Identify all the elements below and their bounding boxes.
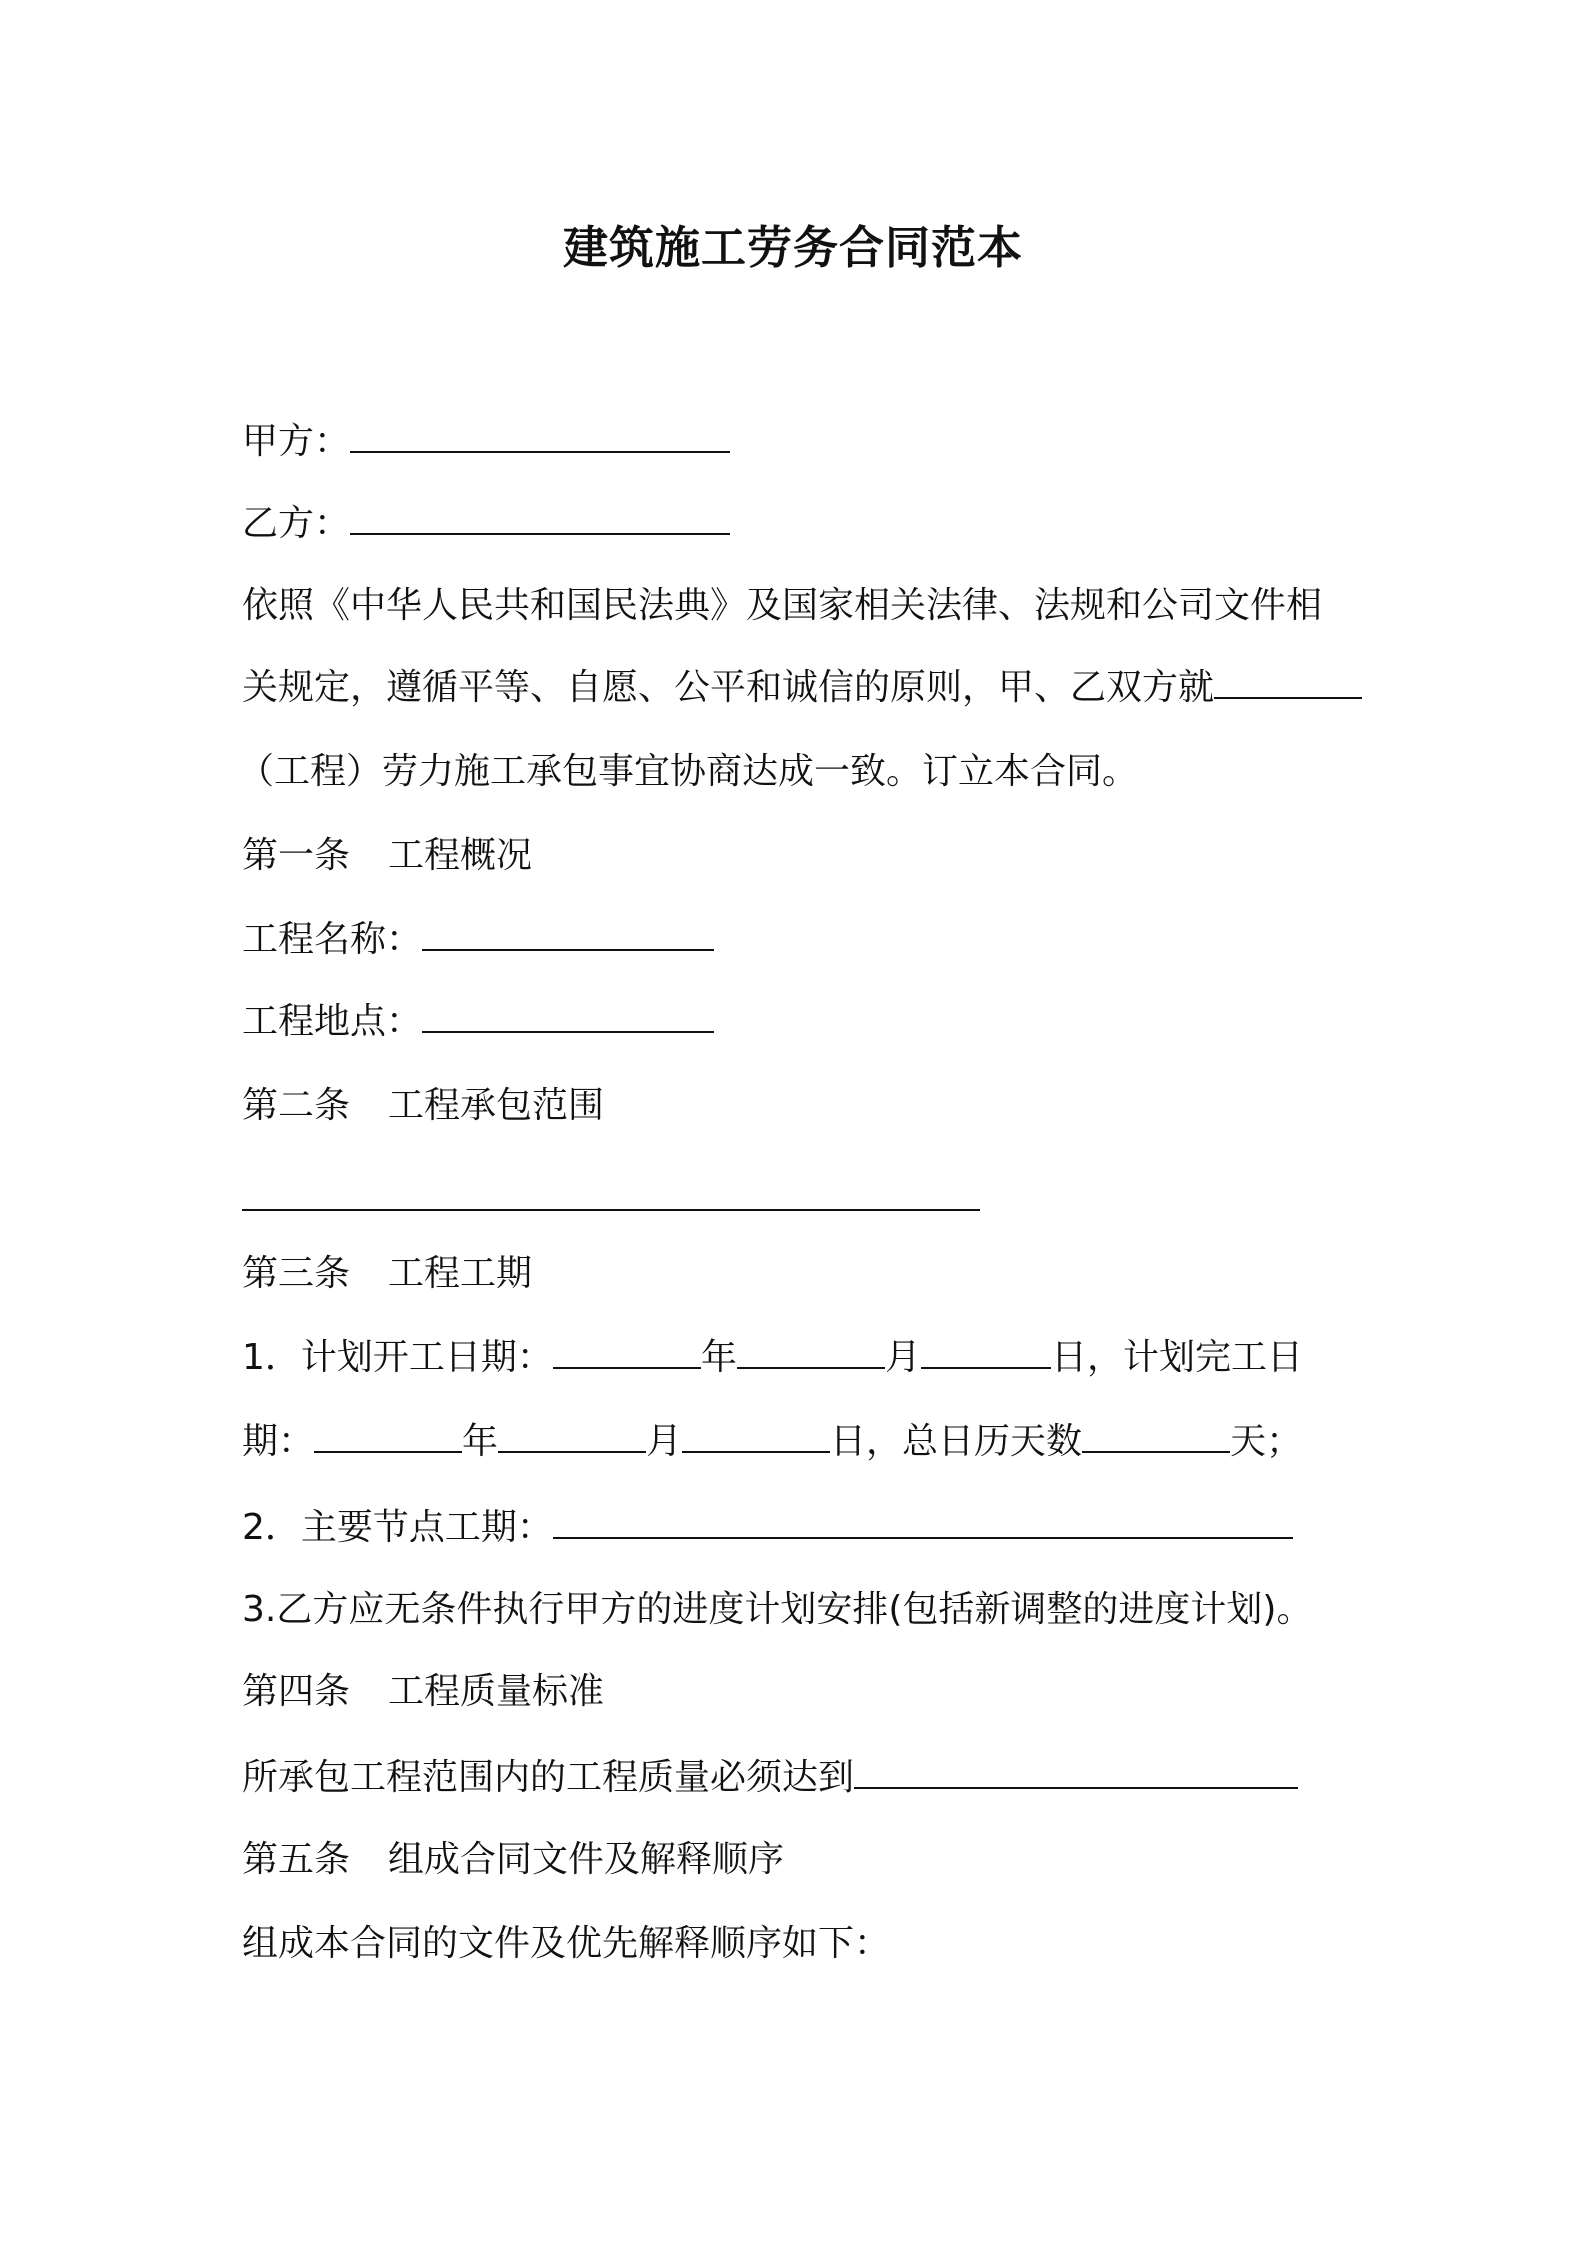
end-month-blank[interactable] — [498, 1421, 646, 1453]
planned-end-label-2: 期： — [242, 1421, 315, 1462]
article-1-heading — [242, 832, 532, 880]
planned-end-label: 计划完工日 — [1122, 1337, 1303, 1378]
article-2-number: 第二条 — [242, 1085, 351, 1126]
quality-text: 所承包工程范围内的工程质量必须达到 — [242, 1757, 855, 1798]
month-unit: 月 — [646, 1421, 683, 1462]
project-name-blank-inline[interactable] — [1214, 667, 1362, 699]
party-b-label: 乙方： — [242, 503, 351, 544]
party-b-blank[interactable] — [350, 503, 730, 535]
party-b-line — [242, 500, 730, 548]
schedule-clause: 3.乙方应无条件执行甲方的进度计划安排(包括新调整的进度计划)。 — [242, 1589, 1313, 1630]
days-unit: 天； — [1230, 1421, 1303, 1462]
party-a-label: 甲方： — [242, 421, 351, 462]
project-location-line — [242, 998, 714, 1046]
project-name-line — [242, 916, 714, 964]
article-4-title: 工程质量标准 — [388, 1671, 605, 1712]
article-3-heading — [242, 1250, 532, 1298]
document-title: 建筑施工劳务合同范本 — [562, 221, 1023, 274]
planned-end-line — [242, 1418, 1302, 1466]
quality-blank[interactable] — [854, 1757, 1298, 1789]
article-5-heading — [242, 1836, 784, 1884]
party-a-line — [242, 418, 730, 466]
article-5-title: 组成合同文件及解释顺序 — [388, 1839, 785, 1880]
year-unit: 年 — [700, 1337, 737, 1378]
end-day-blank[interactable] — [682, 1421, 830, 1453]
quality-line — [242, 1754, 1298, 1802]
article-2-title: 工程承包范围 — [388, 1085, 605, 1126]
article-4-number: 第四条 — [242, 1671, 351, 1712]
article-4-heading — [242, 1668, 604, 1716]
project-name-blank[interactable] — [422, 919, 714, 951]
project-location-blank[interactable] — [422, 1001, 714, 1033]
intro-line-2 — [242, 664, 1362, 712]
end-year-blank[interactable] — [314, 1421, 462, 1453]
start-month-blank[interactable] — [737, 1337, 885, 1369]
start-year-blank[interactable] — [553, 1337, 701, 1369]
milestone-label: 2．主要节点工期： — [242, 1507, 553, 1548]
year-unit: 年 — [462, 1421, 499, 1462]
scope-blank[interactable] — [242, 1179, 980, 1211]
intro-line-1: 依照《中华人民共和国民法典》及国家相关法律、法规和公司文件相 — [242, 585, 1323, 626]
project-name-label: 工程名称： — [242, 919, 423, 960]
month-unit: 月 — [884, 1337, 921, 1378]
document-order-text: 组成本合同的文件及优先解释顺序如下： — [242, 1923, 891, 1964]
article-1-number: 第一条 — [242, 835, 351, 876]
milestone-line — [242, 1504, 1293, 1552]
article-5-number: 第五条 — [242, 1839, 351, 1880]
party-a-blank[interactable] — [350, 421, 730, 453]
planned-start-label: 1．计划开工日期： — [242, 1337, 553, 1378]
total-days-blank[interactable] — [1082, 1421, 1230, 1453]
scope-line — [242, 1176, 980, 1224]
intro-line-3: （工程）劳力施工承包事宜协商达成一致。订立本合同。 — [238, 751, 1139, 792]
article-1-title: 工程概况 — [388, 835, 533, 876]
start-day-blank[interactable] — [921, 1337, 1051, 1369]
article-3-number: 第三条 — [242, 1253, 351, 1294]
total-days-label: 日，总日历天数 — [830, 1421, 1083, 1462]
article-3-title: 工程工期 — [388, 1253, 533, 1294]
planned-start-line — [242, 1334, 1303, 1382]
intro-line-2-text: 关规定，遵循平等、自愿、公平和诚信的原则，甲、乙双方就 — [242, 667, 1215, 708]
project-location-label: 工程地点： — [242, 1001, 423, 1042]
milestone-blank[interactable] — [553, 1507, 1293, 1539]
article-2-heading — [242, 1082, 604, 1130]
day-unit: 日， — [1050, 1337, 1123, 1378]
